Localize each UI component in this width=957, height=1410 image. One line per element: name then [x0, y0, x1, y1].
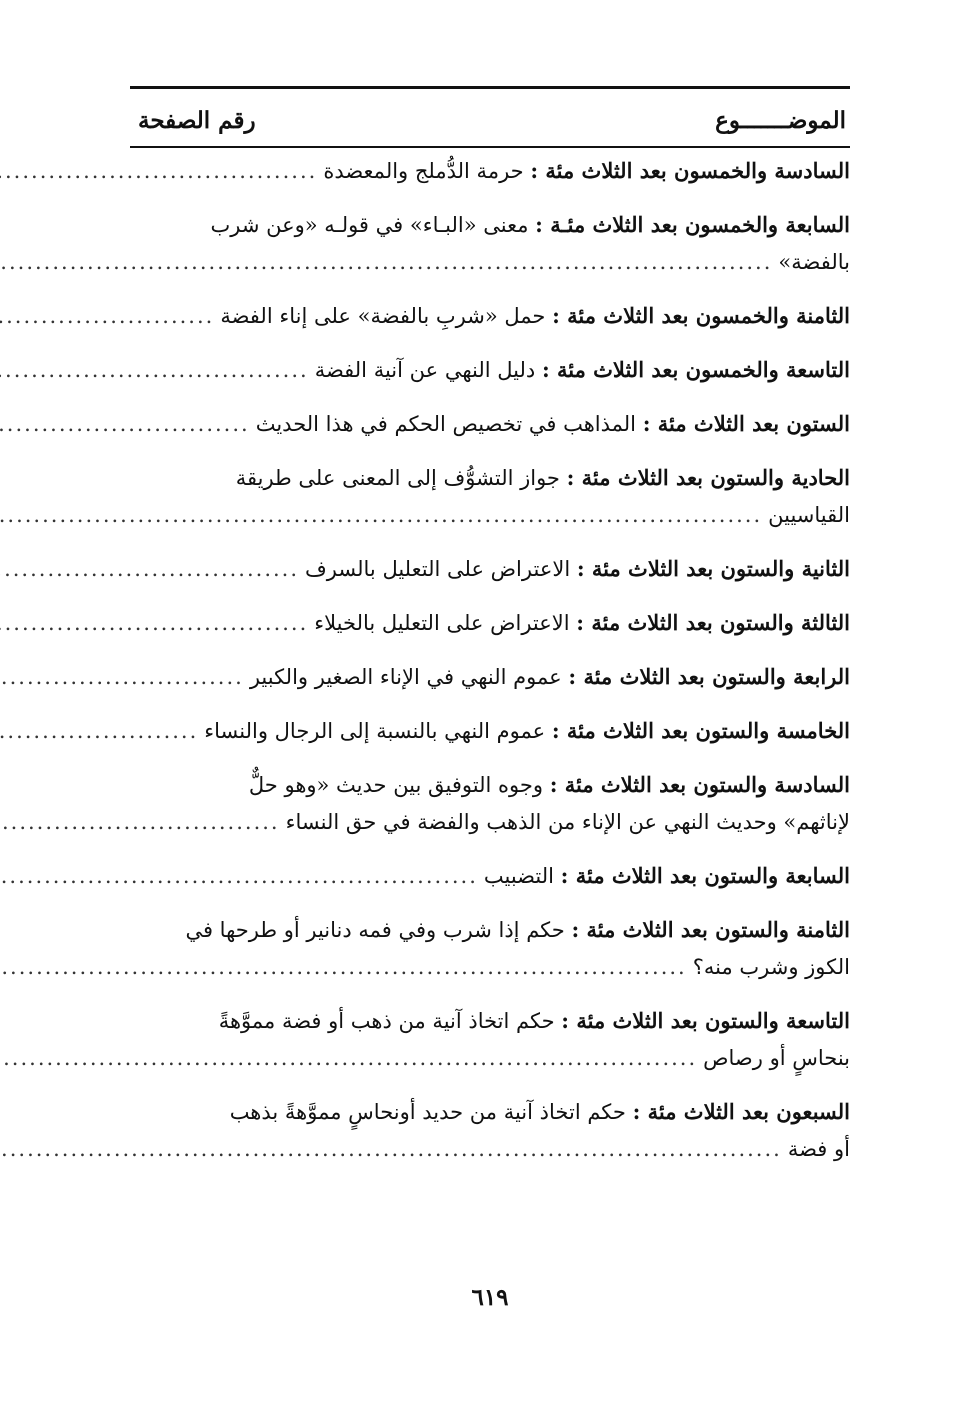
top-rule: [130, 86, 850, 89]
toc-entry: [130, 857, 850, 895]
toc-entry: [130, 405, 850, 443]
toc-entry: [130, 550, 850, 588]
entry-title: حمل «شربِ بالفضة» على إناء الفضة: [220, 304, 546, 328]
toc-entry: [130, 206, 850, 281]
entry-title-continuation: الكوز وشرب منه؟: [692, 955, 850, 979]
dot-leader: [0, 406, 256, 443]
toc-entries: [130, 152, 850, 1184]
toc-header: [130, 100, 850, 140]
entry-ordinal: السبعون بعد الثلاث مئة :: [632, 1099, 850, 1124]
entry-title: عموم النهي في الإناء الصغير والكبير: [249, 665, 562, 689]
toc-entry: [130, 911, 850, 986]
toc-entry: [130, 152, 850, 190]
entry-title: دليل النهي عن آنية الفضة: [314, 358, 536, 382]
dot-leader: [0, 659, 250, 696]
entry-ordinal: الثالثة والستون بعد الثلاث مئة :: [576, 610, 850, 635]
entry-ordinal: السابعة والستون بعد الثلاث مئة :: [560, 863, 850, 888]
entry-title-continuation: بنحاسٍ أو رصاص: [703, 1046, 850, 1070]
entry-title: الاعتراض على التعليل بالخيلاء: [314, 611, 570, 635]
dot-leader: [0, 949, 693, 986]
dot-leader: [0, 551, 305, 588]
entry-title: الاعتراض على التعليل بالسرف: [305, 557, 571, 581]
entry-title: وجوه التوفيق بين حديث «وهو حلٌّ: [248, 773, 543, 797]
dot-leader: [0, 858, 484, 895]
entry-ordinal: الحادية والستون بعد الثلاث مئة :: [566, 465, 850, 490]
toc-entry: [130, 712, 850, 750]
dot-leader: [0, 1131, 788, 1168]
entry-ordinal: الرابعة والستون بعد الثلاث مئة :: [568, 664, 850, 689]
toc-entry: [130, 766, 850, 841]
entry-ordinal: السادسة والستون بعد الثلاث مئة :: [549, 772, 850, 797]
dot-leader: [0, 497, 768, 534]
entry-title: جواز التشوُّف إلى المعنى على طريقة: [235, 466, 560, 490]
entry-ordinal: الثامنة والستون بعد الثلاث مئة :: [571, 917, 850, 942]
entry-ordinal: السابعة والخمسون بعد الثلاث مئـة :: [535, 212, 850, 237]
toc-entry: [130, 459, 850, 534]
entry-title-continuation: أو فضة: [787, 1137, 850, 1161]
toc-entry: [130, 658, 850, 696]
entry-title: حكم اتخاذ آنية من ذهب أو فضة مموَّهةً: [218, 1009, 555, 1033]
dot-leader: [0, 713, 204, 750]
entry-title: حكم اتخاذ آنية من حديد أونحاسٍ مموَّهةً بذهب: [229, 1100, 626, 1124]
entry-title-continuation: بالفضة»: [778, 250, 850, 274]
toc-entry: [130, 604, 850, 642]
dot-leader: [0, 605, 314, 642]
page-column-heading: رقم الصفحة: [138, 106, 256, 134]
toc-entry: [130, 1093, 850, 1168]
dot-leader: [0, 804, 286, 841]
entry-ordinal: الخامسة والستون بعد الثلاث مئة :: [551, 718, 850, 743]
dot-leader: [0, 244, 778, 281]
header-rule: [130, 146, 850, 148]
topic-column-heading: الموضـــــــوع: [715, 106, 846, 134]
entry-title: حرمة الدُّملج والمعضدة: [323, 159, 524, 183]
entry-title-continuation: لإناثهم» وحديث النهي عن الإناء من الذهب والفضة في حق النساء: [285, 810, 850, 834]
entry-title: المذاهب في تخصيص الحكم في هذا الحديث: [255, 412, 637, 436]
page-footer-number: ٦١٩: [471, 1284, 509, 1311]
dot-leader: [0, 1040, 703, 1077]
entry-ordinal: التاسعة والستون بعد الثلاث مئة :: [561, 1008, 850, 1033]
dot-leader: [0, 298, 220, 335]
dot-leader: [0, 153, 323, 190]
entry-title: التضبيب: [483, 864, 554, 888]
entry-ordinal: الثانية والستون بعد الثلاث مئة :: [576, 556, 850, 581]
entry-ordinal: السادسة والخمسون بعد الثلاث مئة :: [530, 158, 850, 183]
dot-leader: [0, 352, 315, 389]
entry-title: معنى «البـاء» في قولـه «وعن شرب: [210, 213, 529, 237]
entry-ordinal: الستون بعد الثلاث مئة :: [642, 411, 850, 436]
entry-ordinal: التاسعة والخمسون بعد الثلاث مئة :: [541, 357, 850, 382]
entry-title-continuation: القياسيين: [768, 503, 850, 527]
toc-entry: [130, 297, 850, 335]
toc-entry: [130, 351, 850, 389]
toc-page: [130, 86, 850, 1326]
entry-title: عموم النهي بالنسبة إلى الرجال والنساء: [204, 719, 546, 743]
toc-entry: [130, 1002, 850, 1077]
entry-ordinal: الثامنة والخمسون بعد الثلاث مئة :: [552, 303, 850, 328]
entry-title: حكم إذا شرب وفي فمه دنانير أو طرحها في: [185, 918, 565, 942]
